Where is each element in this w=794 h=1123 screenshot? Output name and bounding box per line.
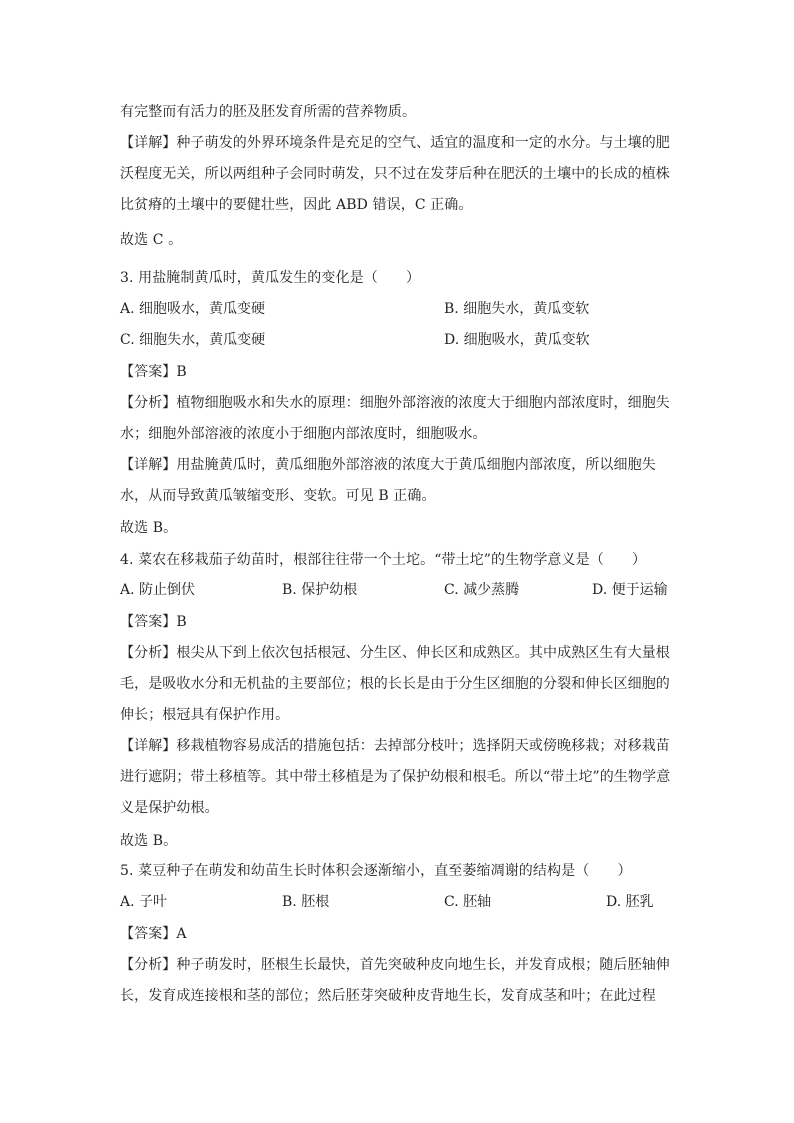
q5-option-c: C. 胚轴 xyxy=(444,894,492,910)
q4-option-b: B. 保护幼根 xyxy=(282,582,358,598)
q4-analysis-line: 毛，是吸收水分和无机盐的主要部位；根的长长是由于分生区细胞的分裂和伸长区细胞的 xyxy=(120,676,670,692)
question-5: 5. 菜豆种子在萌发和幼苗生长时体积会逐渐缩小，直至萎缩凋谢的结构是（ ） xyxy=(120,863,632,879)
q3-detail-line: 水，从而导致黄瓜皱缩变形、变软。可见 B 正确。 xyxy=(120,488,436,504)
q5-analysis-line: 【分析】种子萌发时，胚根生长最快，首先突破种皮向地生长，并发育成根；随后胚轴伸 xyxy=(120,957,670,973)
q4-option-c: C. 减少蒸腾 xyxy=(444,582,520,598)
q4-detail-line: 【详解】移栽植物容易成活的措施包括：去掉部分枝叶；选择阴天或傍晚移栽；对移栽苗 xyxy=(120,738,670,754)
q4-analysis-line: 伸长；根冠具有保护作用。 xyxy=(120,707,290,723)
q5-option-d: D. 胚乳 xyxy=(606,894,654,910)
q4-answer: 【答案】B xyxy=(120,614,187,630)
q3-detail-line: 【详解】用盐腌黄瓜时，黄瓜细胞外部溶液的浓度大于黄瓜细胞内部浓度，所以细胞失 xyxy=(120,457,656,473)
detail-line: 比贫瘠的土壤中的要健壮些，因此 ABD 错误，C 正确。 xyxy=(120,197,473,213)
q4-detail-line: 进行遮阴；带土移植等。其中带土移植是为了保护幼根和根毛。所以“带土坨”的生物学意 xyxy=(120,769,671,785)
q3-option-b: B. 细胞失水，黄瓜变软 xyxy=(444,301,590,317)
q3-option-c: C. 细胞失水，黄瓜变硬 xyxy=(120,332,266,348)
detail-line: 【详解】种子萌发的外界环境条件是充足的空气、适宜的温度和一定的水分。与土壤的肥 xyxy=(120,135,670,151)
q3-analysis-line: 【分析】植物细胞吸水和失水的原理：细胞外部溶液的浓度大于细胞内部浓度时，细胞失 xyxy=(120,395,670,411)
text-line: 有完整而有活力的胚及胚发育所需的营养物质。 xyxy=(120,104,417,120)
question-4: 4. 菜农在移栽茄子幼苗时，根部往往带一个土坨。“带土坨”的生物学意义是（ ） xyxy=(120,552,647,568)
q5-answer: 【答案】A xyxy=(120,926,187,942)
q5-option-b: B. 胚根 xyxy=(282,894,330,910)
question-3: 3. 用盐腌制黄瓜时，黄瓜发生的变化是（ ） xyxy=(120,270,421,286)
q4-detail-line: 义是保护幼根。 xyxy=(120,800,219,816)
detail-line: 沃程度无关，所以两组种子会同时萌发，只不过在发芽后种在肥沃的土壤中的长成的植株 xyxy=(120,166,670,182)
q3-conclusion: 故选 B。 xyxy=(120,520,178,536)
q3-analysis-line: 水；细胞外部溶液的浓度小于细胞内部浓度时，细胞吸水。 xyxy=(120,426,487,442)
q4-option-d: D. 便于运输 xyxy=(592,582,668,598)
q3-option-d: D. 细胞吸水，黄瓜变软 xyxy=(444,332,590,348)
q5-option-a: A. 子叶 xyxy=(120,894,168,910)
q3-answer: 【答案】B xyxy=(120,364,187,380)
q4-analysis-line: 【分析】根尖从下到上依次包括根冠、分生区、伸长区和成熟区。其中成熟区生有大量根 xyxy=(120,645,670,661)
q4-conclusion: 故选 B。 xyxy=(120,833,178,849)
q5-analysis-line: 长，发育成连接根和茎的部位；然后胚芽突破种皮背地生长，发育成茎和叶；在此过程 xyxy=(120,988,656,1004)
q3-option-a: A. 细胞吸水，黄瓜变硬 xyxy=(120,301,266,317)
conclusion-line: 故选 C 。 xyxy=(120,232,183,248)
q4-option-a: A. 防止倒伏 xyxy=(120,582,196,598)
